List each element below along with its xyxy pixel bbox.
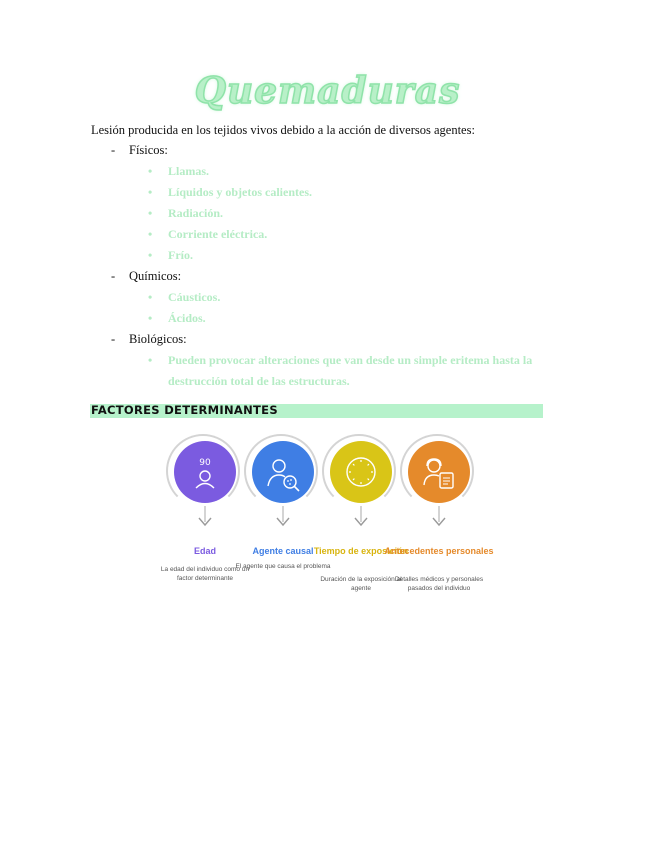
list-item: • Cáusticos. — [148, 287, 220, 308]
factor-label: Tiempo de exposición — [313, 546, 409, 556]
intro-text: Lesión producida en los tejidos vivos debido a la acción de diversos agentes: — [91, 123, 475, 137]
group-label: Físicos: — [129, 143, 168, 157]
factor-label: Antecedentes personales — [384, 546, 494, 556]
page-title: Quemaduras — [194, 70, 461, 112]
age-person-icon — [174, 441, 236, 503]
list-item: • Ácidos. — [148, 308, 220, 329]
list-quimicos — [148, 287, 220, 329]
factor-label: Agente causal — [252, 546, 314, 556]
list-item: • Líquidos y objetos calientes. — [148, 182, 312, 203]
factor-label: Edad — [193, 546, 216, 556]
list-biologicos — [148, 350, 548, 392]
person-magnifier-icon — [252, 441, 314, 503]
factor-description: Detalles médicos y personales pasados del individuo — [394, 576, 484, 592]
dash-marker: - — [111, 269, 116, 283]
factor-description: Duración de la exposición al agente — [320, 576, 402, 592]
list-item: • Llamas. — [148, 161, 312, 182]
factor-description: El agente que causa el problema — [235, 563, 331, 570]
list-item: • Corriente eléctrica. — [148, 224, 312, 245]
dash-marker: - — [111, 143, 116, 157]
list-item: • Frío. — [148, 245, 312, 266]
factors-infographic — [160, 432, 500, 612]
arrow-down-icon — [275, 516, 291, 528]
group-fisicos — [111, 143, 168, 158]
group-label: Biológicos: — [129, 332, 187, 346]
arrow-down-icon — [197, 516, 213, 528]
age-number: 90 — [199, 458, 211, 468]
clock-icon — [330, 441, 392, 503]
list-item: • Radiación. — [148, 203, 312, 224]
group-quimicos — [111, 269, 181, 284]
list-item: • Pueden provocar alteraciones que van desde un simple eritema hasta la destrucción total de las estructuras. — [148, 350, 548, 392]
arrow-down-icon — [431, 516, 447, 528]
medical-record-icon — [408, 441, 470, 503]
list-fisicos — [148, 161, 312, 266]
factor-description: La edad del individuo como un factor determinante — [160, 566, 250, 582]
group-label: Químicos: — [129, 269, 182, 283]
arrow-down-icon — [353, 516, 369, 528]
section-title: FACTORES DETERMINANTES — [91, 403, 278, 417]
group-biologicos — [111, 332, 187, 347]
dash-marker: - — [111, 332, 116, 346]
